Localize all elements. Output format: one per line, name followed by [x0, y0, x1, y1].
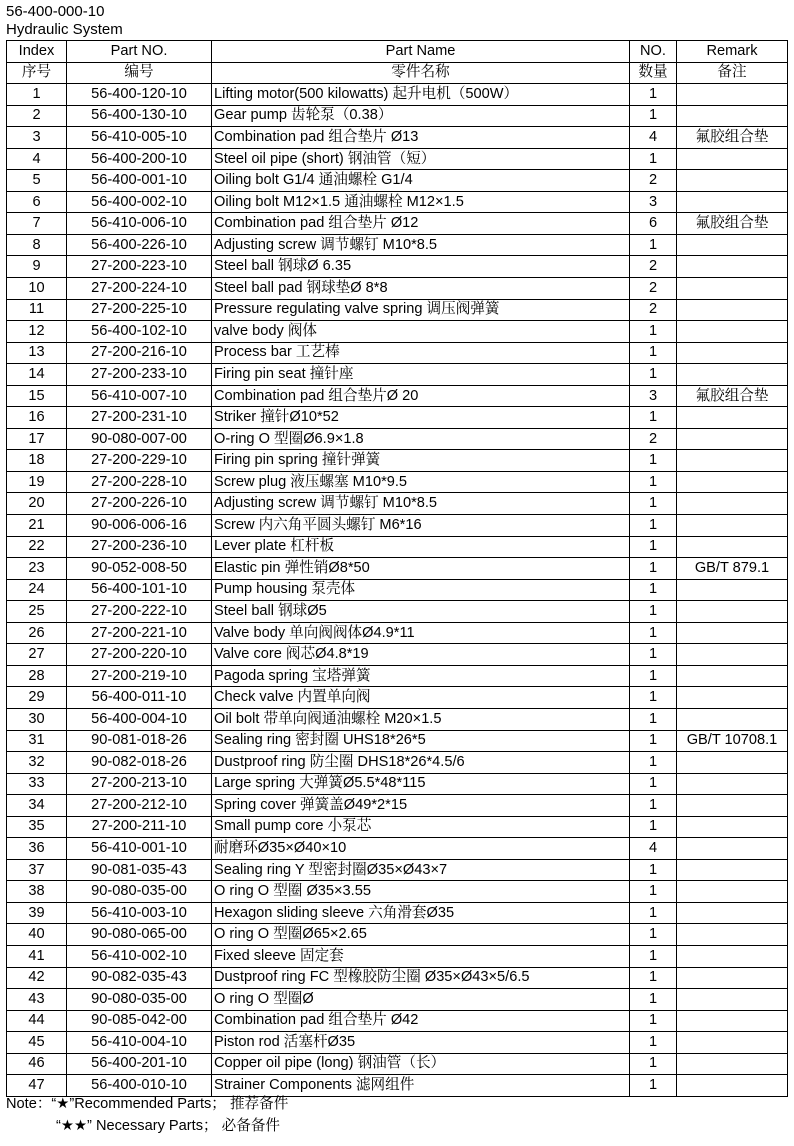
- table-row: [7, 708, 788, 730]
- row-part-name: Oil bolt 带单向阀通油螺栓 M20×1.5: [212, 708, 630, 730]
- table-row: [7, 385, 788, 407]
- table-row: [7, 773, 788, 795]
- row-remark: [677, 859, 788, 881]
- table-row: [7, 364, 788, 386]
- table-row: [7, 407, 788, 429]
- row-remark: [677, 1032, 788, 1054]
- row-part-number: 27-200-225-10: [67, 299, 212, 321]
- row-part-number: 56-400-001-10: [67, 170, 212, 192]
- row-index: 35: [7, 816, 67, 838]
- row-quantity: 1: [630, 816, 677, 838]
- row-index: 24: [7, 579, 67, 601]
- row-part-number: 56-410-006-10: [67, 213, 212, 235]
- table-row: [7, 1010, 788, 1032]
- row-remark: [677, 795, 788, 817]
- row-part-number: 90-052-008-50: [67, 558, 212, 580]
- row-part-number: 27-200-213-10: [67, 773, 212, 795]
- row-quantity: 1: [630, 471, 677, 493]
- table-row: [7, 471, 788, 493]
- row-index: 37: [7, 859, 67, 881]
- document-code: 56-400-000-10: [6, 3, 105, 20]
- row-part-number: 27-200-231-10: [67, 407, 212, 429]
- table-row: [7, 321, 788, 343]
- row-index: 19: [7, 471, 67, 493]
- row-part-number: 56-410-001-10: [67, 838, 212, 860]
- row-quantity: 1: [630, 558, 677, 580]
- table-row: [7, 450, 788, 472]
- row-part-number: 90-085-042-00: [67, 1010, 212, 1032]
- row-remark: [677, 1075, 788, 1097]
- row-part-number: 56-400-200-10: [67, 148, 212, 170]
- row-quantity: 1: [630, 1053, 677, 1075]
- row-index: 16: [7, 407, 67, 429]
- column-header-quantity: NO.: [630, 41, 677, 63]
- row-part-name: Combination pad 组合垫片 Ø12: [212, 213, 630, 235]
- row-index: 11: [7, 299, 67, 321]
- row-remark: [677, 752, 788, 774]
- row-quantity: 4: [630, 838, 677, 860]
- table-row: [7, 1053, 788, 1075]
- row-part-name: Sealing ring 密封圈 UHS18*26*5: [212, 730, 630, 752]
- row-index: 5: [7, 170, 67, 192]
- row-quantity: 3: [630, 385, 677, 407]
- row-remark: [677, 493, 788, 515]
- row-part-number: 27-200-219-10: [67, 665, 212, 687]
- row-part-name: Gear pump 齿轮泵（0.38）: [212, 105, 630, 127]
- column-header-remark-zh: 备注: [677, 62, 788, 84]
- table-row: [7, 256, 788, 278]
- table-row: [7, 859, 788, 881]
- row-index: 15: [7, 385, 67, 407]
- row-remark: [677, 278, 788, 300]
- row-part-name: Fixed sleeve 固定套: [212, 945, 630, 967]
- row-index: 17: [7, 428, 67, 450]
- row-index: 40: [7, 924, 67, 946]
- document-title: Hydraulic System: [6, 21, 123, 38]
- row-index: 32: [7, 752, 67, 774]
- row-remark: [677, 84, 788, 106]
- row-index: 10: [7, 278, 67, 300]
- row-remark: [677, 579, 788, 601]
- row-part-number: 27-200-223-10: [67, 256, 212, 278]
- row-remark: GB/T 879.1: [677, 558, 788, 580]
- row-part-name: Copper oil pipe (long) 钢油管（长）: [212, 1053, 630, 1075]
- note-necessary-parts: “★★” Necessary Parts； 必备备件: [56, 1118, 281, 1134]
- row-remark: [677, 644, 788, 666]
- row-remark: [677, 924, 788, 946]
- row-index: 25: [7, 601, 67, 623]
- row-index: 3: [7, 127, 67, 149]
- table-row: [7, 278, 788, 300]
- row-part-name: O-ring O 型圈Ø6.9×1.8: [212, 428, 630, 450]
- column-header-index: Index: [7, 41, 67, 63]
- column-header-index-zh: 序号: [7, 62, 67, 84]
- row-quantity: 1: [630, 622, 677, 644]
- row-index: 47: [7, 1075, 67, 1097]
- row-part-number: 27-200-221-10: [67, 622, 212, 644]
- row-quantity: 1: [630, 1010, 677, 1032]
- table-row: [7, 84, 788, 106]
- row-part-name: Adjusting screw 调节螺钉 M10*8.5: [212, 234, 630, 256]
- row-index: 27: [7, 644, 67, 666]
- row-part-name: Elastic pin 弹性销Ø8*50: [212, 558, 630, 580]
- row-part-name: Steel oil pipe (short) 钢油管（短）: [212, 148, 630, 170]
- row-quantity: 1: [630, 493, 677, 515]
- table-row: [7, 428, 788, 450]
- row-index: 9: [7, 256, 67, 278]
- row-remark: [677, 902, 788, 924]
- row-quantity: 1: [630, 342, 677, 364]
- row-remark: [677, 321, 788, 343]
- row-index: 1: [7, 84, 67, 106]
- row-part-number: 27-200-229-10: [67, 450, 212, 472]
- row-index: 31: [7, 730, 67, 752]
- row-part-number: 90-080-065-00: [67, 924, 212, 946]
- row-part-name: Steel ball pad 钢球垫Ø 8*8: [212, 278, 630, 300]
- row-index: 34: [7, 795, 67, 817]
- row-quantity: 2: [630, 299, 677, 321]
- row-remark: [677, 708, 788, 730]
- column-header-part-no-zh: 编号: [67, 62, 212, 84]
- row-index: 8: [7, 234, 67, 256]
- row-quantity: 1: [630, 450, 677, 472]
- row-part-name: Steel ball 钢球Ø5: [212, 601, 630, 623]
- row-quantity: 1: [630, 579, 677, 601]
- row-index: 2: [7, 105, 67, 127]
- row-remark: [677, 450, 788, 472]
- row-index: 14: [7, 364, 67, 386]
- row-part-name: O ring O 型圈 Ø35×3.55: [212, 881, 630, 903]
- row-part-name: Steel ball 钢球Ø 6.35: [212, 256, 630, 278]
- row-part-name: Pressure regulating valve spring 调压阀弹簧: [212, 299, 630, 321]
- row-quantity: 1: [630, 752, 677, 774]
- row-part-number: 27-200-216-10: [67, 342, 212, 364]
- table-row: [7, 752, 788, 774]
- row-quantity: 1: [630, 148, 677, 170]
- row-index: 18: [7, 450, 67, 472]
- row-quantity: 1: [630, 601, 677, 623]
- row-part-name: Adjusting screw 调节螺钉 M10*8.5: [212, 493, 630, 515]
- row-index: 42: [7, 967, 67, 989]
- row-part-number: 56-410-003-10: [67, 902, 212, 924]
- row-quantity: 1: [630, 708, 677, 730]
- row-part-name: Striker 撞针Ø10*52: [212, 407, 630, 429]
- row-part-number: 56-400-004-10: [67, 708, 212, 730]
- row-quantity: 1: [630, 84, 677, 106]
- row-quantity: 6: [630, 213, 677, 235]
- row-index: 12: [7, 321, 67, 343]
- row-part-name: O ring O 型圈Ø65×2.65: [212, 924, 630, 946]
- row-index: 30: [7, 708, 67, 730]
- table-row: [7, 902, 788, 924]
- row-remark: [677, 105, 788, 127]
- row-index: 20: [7, 493, 67, 515]
- row-quantity: 1: [630, 665, 677, 687]
- table-row: [7, 838, 788, 860]
- note-recommended-parts: Note：“★”Recommended Parts； 推荐备件: [6, 1096, 289, 1112]
- row-remark: [677, 407, 788, 429]
- header-row-chinese: [7, 62, 788, 84]
- row-part-number: 56-400-226-10: [67, 234, 212, 256]
- parts-table: [6, 40, 788, 1097]
- table-row: [7, 493, 788, 515]
- row-remark: [677, 428, 788, 450]
- row-quantity: 1: [630, 234, 677, 256]
- row-index: 36: [7, 838, 67, 860]
- row-remark: [677, 687, 788, 709]
- row-remark: [677, 1010, 788, 1032]
- row-index: 45: [7, 1032, 67, 1054]
- row-remark: [677, 536, 788, 558]
- row-part-name: Sealing ring Y 型密封圈Ø35×Ø43×7: [212, 859, 630, 881]
- row-part-name: Lifting motor(500 kilowatts) 起升电机（500W）: [212, 84, 630, 106]
- row-part-name: Pump housing 泵壳体: [212, 579, 630, 601]
- row-part-number: 56-410-005-10: [67, 127, 212, 149]
- row-quantity: 1: [630, 321, 677, 343]
- row-part-name: 耐磨环Ø35×Ø40×10: [212, 838, 630, 860]
- row-index: 41: [7, 945, 67, 967]
- row-part-name: Combination pad 组合垫片 Ø42: [212, 1010, 630, 1032]
- row-part-number: 56-400-101-10: [67, 579, 212, 601]
- row-quantity: 1: [630, 773, 677, 795]
- row-part-number: 27-200-224-10: [67, 278, 212, 300]
- row-part-number: 90-081-018-26: [67, 730, 212, 752]
- row-part-name: Process bar 工艺棒: [212, 342, 630, 364]
- row-remark: [677, 342, 788, 364]
- row-part-number: 27-200-212-10: [67, 795, 212, 817]
- row-part-name: Lever plate 杠杆板: [212, 536, 630, 558]
- row-part-name: Firing pin spring 撞针弹簧: [212, 450, 630, 472]
- row-index: 22: [7, 536, 67, 558]
- table-row: [7, 170, 788, 192]
- row-index: 38: [7, 881, 67, 903]
- row-index: 21: [7, 515, 67, 537]
- table-row: [7, 687, 788, 709]
- row-part-number: 90-006-006-16: [67, 515, 212, 537]
- row-part-number: 90-080-035-00: [67, 881, 212, 903]
- row-quantity: 2: [630, 278, 677, 300]
- table-row: [7, 558, 788, 580]
- row-part-number: 56-400-010-10: [67, 1075, 212, 1097]
- row-part-name: Valve core 阀芯Ø4.8*19: [212, 644, 630, 666]
- row-index: 29: [7, 687, 67, 709]
- row-index: 43: [7, 989, 67, 1011]
- row-quantity: 4: [630, 127, 677, 149]
- row-quantity: 1: [630, 1075, 677, 1097]
- row-remark: 氟胶组合垫: [677, 213, 788, 235]
- row-remark: [677, 622, 788, 644]
- table-row: [7, 515, 788, 537]
- row-remark: [677, 881, 788, 903]
- row-quantity: 1: [630, 881, 677, 903]
- row-quantity: 1: [630, 924, 677, 946]
- row-quantity: 3: [630, 191, 677, 213]
- table-row: [7, 665, 788, 687]
- row-quantity: 1: [630, 1032, 677, 1054]
- row-index: 4: [7, 148, 67, 170]
- row-part-number: 56-410-002-10: [67, 945, 212, 967]
- row-part-number: 56-410-007-10: [67, 385, 212, 407]
- row-part-name: Dustproof ring FC 型橡胶防尘圈 Ø35×Ø43×5/6.5: [212, 967, 630, 989]
- row-part-number: 27-200-228-10: [67, 471, 212, 493]
- row-quantity: 1: [630, 730, 677, 752]
- row-quantity: 1: [630, 105, 677, 127]
- row-part-name: Combination pad 组合垫片 Ø13: [212, 127, 630, 149]
- row-part-name: Screw plug 液压螺塞 M10*9.5: [212, 471, 630, 493]
- table-row: [7, 234, 788, 256]
- row-index: 23: [7, 558, 67, 580]
- row-part-name: Dustproof ring 防尘圈 DHS18*26*4.5/6: [212, 752, 630, 774]
- row-remark: [677, 256, 788, 278]
- row-quantity: 1: [630, 644, 677, 666]
- row-part-number: 27-200-226-10: [67, 493, 212, 515]
- table-row: [7, 579, 788, 601]
- table-row: [7, 299, 788, 321]
- row-part-number: 56-400-130-10: [67, 105, 212, 127]
- row-part-number: 90-082-018-26: [67, 752, 212, 774]
- column-header-quantity-zh: 数量: [630, 62, 677, 84]
- row-index: 6: [7, 191, 67, 213]
- row-remark: [677, 816, 788, 838]
- table-row: [7, 1032, 788, 1054]
- row-remark: [677, 773, 788, 795]
- row-part-name: Check valve 内置单向阀: [212, 687, 630, 709]
- table-row: [7, 622, 788, 644]
- row-quantity: 1: [630, 515, 677, 537]
- table-row: [7, 989, 788, 1011]
- row-quantity: 1: [630, 945, 677, 967]
- row-remark: [677, 515, 788, 537]
- column-header-remark: Remark: [677, 41, 788, 63]
- row-part-name: Screw 内六角平圆头螺钉 M6*16: [212, 515, 630, 537]
- row-remark: [677, 601, 788, 623]
- row-part-number: 56-400-102-10: [67, 321, 212, 343]
- row-part-name: Oiling bolt G1/4 通油螺栓 G1/4: [212, 170, 630, 192]
- row-part-name: Combination pad 组合垫片Ø 20: [212, 385, 630, 407]
- row-quantity: 2: [630, 428, 677, 450]
- row-part-name: Large spring 大弹簧Ø5.5*48*115: [212, 773, 630, 795]
- row-remark: 氟胶组合垫: [677, 127, 788, 149]
- row-part-name: Piston rod 活塞杆Ø35: [212, 1032, 630, 1054]
- table-row: [7, 967, 788, 989]
- row-part-name: Valve body 单向阀阀体Ø4.9*11: [212, 622, 630, 644]
- column-header-part-name-zh: 零件名称: [212, 62, 630, 84]
- row-index: 7: [7, 213, 67, 235]
- row-remark: GB/T 10708.1: [677, 730, 788, 752]
- row-quantity: 2: [630, 256, 677, 278]
- row-index: 33: [7, 773, 67, 795]
- row-part-number: 27-200-211-10: [67, 816, 212, 838]
- row-part-number: 56-400-201-10: [67, 1053, 212, 1075]
- row-part-name: Small pump core 小泵芯: [212, 816, 630, 838]
- row-part-number: 27-200-220-10: [67, 644, 212, 666]
- row-index: 39: [7, 902, 67, 924]
- table-row: [7, 730, 788, 752]
- row-quantity: 1: [630, 967, 677, 989]
- row-part-number: 90-082-035-43: [67, 967, 212, 989]
- row-remark: [677, 471, 788, 493]
- table-row: [7, 213, 788, 235]
- row-index: 44: [7, 1010, 67, 1032]
- row-quantity: 1: [630, 687, 677, 709]
- row-part-number: 56-400-011-10: [67, 687, 212, 709]
- table-row: [7, 924, 788, 946]
- table-row: [7, 536, 788, 558]
- row-part-number: 90-080-007-00: [67, 428, 212, 450]
- row-quantity: 1: [630, 902, 677, 924]
- table-row: [7, 644, 788, 666]
- table-row: [7, 105, 788, 127]
- row-part-number: 27-200-222-10: [67, 601, 212, 623]
- row-quantity: 1: [630, 364, 677, 386]
- row-remark: [677, 364, 788, 386]
- row-part-name: Oiling bolt M12×1.5 通油螺栓 M12×1.5: [212, 191, 630, 213]
- table-row: [7, 945, 788, 967]
- row-part-name: Pagoda spring 宝塔弹簧: [212, 665, 630, 687]
- row-remark: [677, 234, 788, 256]
- row-part-number: 90-080-035-00: [67, 989, 212, 1011]
- row-quantity: 1: [630, 989, 677, 1011]
- row-remark: [677, 665, 788, 687]
- table-row: [7, 127, 788, 149]
- table-row: [7, 191, 788, 213]
- row-quantity: 1: [630, 536, 677, 558]
- table-row: [7, 148, 788, 170]
- row-part-number: 56-410-004-10: [67, 1032, 212, 1054]
- row-index: 28: [7, 665, 67, 687]
- row-remark: [677, 1053, 788, 1075]
- row-remark: [677, 945, 788, 967]
- table-row: [7, 795, 788, 817]
- row-index: 13: [7, 342, 67, 364]
- row-remark: [677, 148, 788, 170]
- row-index: 26: [7, 622, 67, 644]
- column-header-part-name: Part Name: [212, 41, 630, 63]
- column-header-part-no: Part NO.: [67, 41, 212, 63]
- row-part-number: 56-400-002-10: [67, 191, 212, 213]
- row-remark: [677, 989, 788, 1011]
- row-remark: [677, 967, 788, 989]
- row-remark: [677, 838, 788, 860]
- row-part-name: Spring cover 弹簧盖Ø49*2*15: [212, 795, 630, 817]
- row-remark: 氟胶组合垫: [677, 385, 788, 407]
- row-quantity: 1: [630, 859, 677, 881]
- row-part-name: O ring O 型圈Ø: [212, 989, 630, 1011]
- row-part-number: 27-200-233-10: [67, 364, 212, 386]
- row-part-name: valve body 阀体: [212, 321, 630, 343]
- row-part-number: 27-200-236-10: [67, 536, 212, 558]
- row-part-name: Hexagon sliding sleeve 六角滑套Ø35: [212, 902, 630, 924]
- table-row: [7, 881, 788, 903]
- row-quantity: 1: [630, 795, 677, 817]
- row-part-name: Strainer Components 滤网组件: [212, 1075, 630, 1097]
- row-remark: [677, 170, 788, 192]
- table-row: [7, 342, 788, 364]
- row-part-number: 90-081-035-43: [67, 859, 212, 881]
- row-part-name: Firing pin seat 撞针座: [212, 364, 630, 386]
- table-row: [7, 816, 788, 838]
- table-row: [7, 601, 788, 623]
- header-row-english: [7, 41, 788, 63]
- row-part-number: 56-400-120-10: [67, 84, 212, 106]
- row-quantity: 1: [630, 407, 677, 429]
- row-quantity: 2: [630, 170, 677, 192]
- row-remark: [677, 191, 788, 213]
- row-index: 46: [7, 1053, 67, 1075]
- row-remark: [677, 299, 788, 321]
